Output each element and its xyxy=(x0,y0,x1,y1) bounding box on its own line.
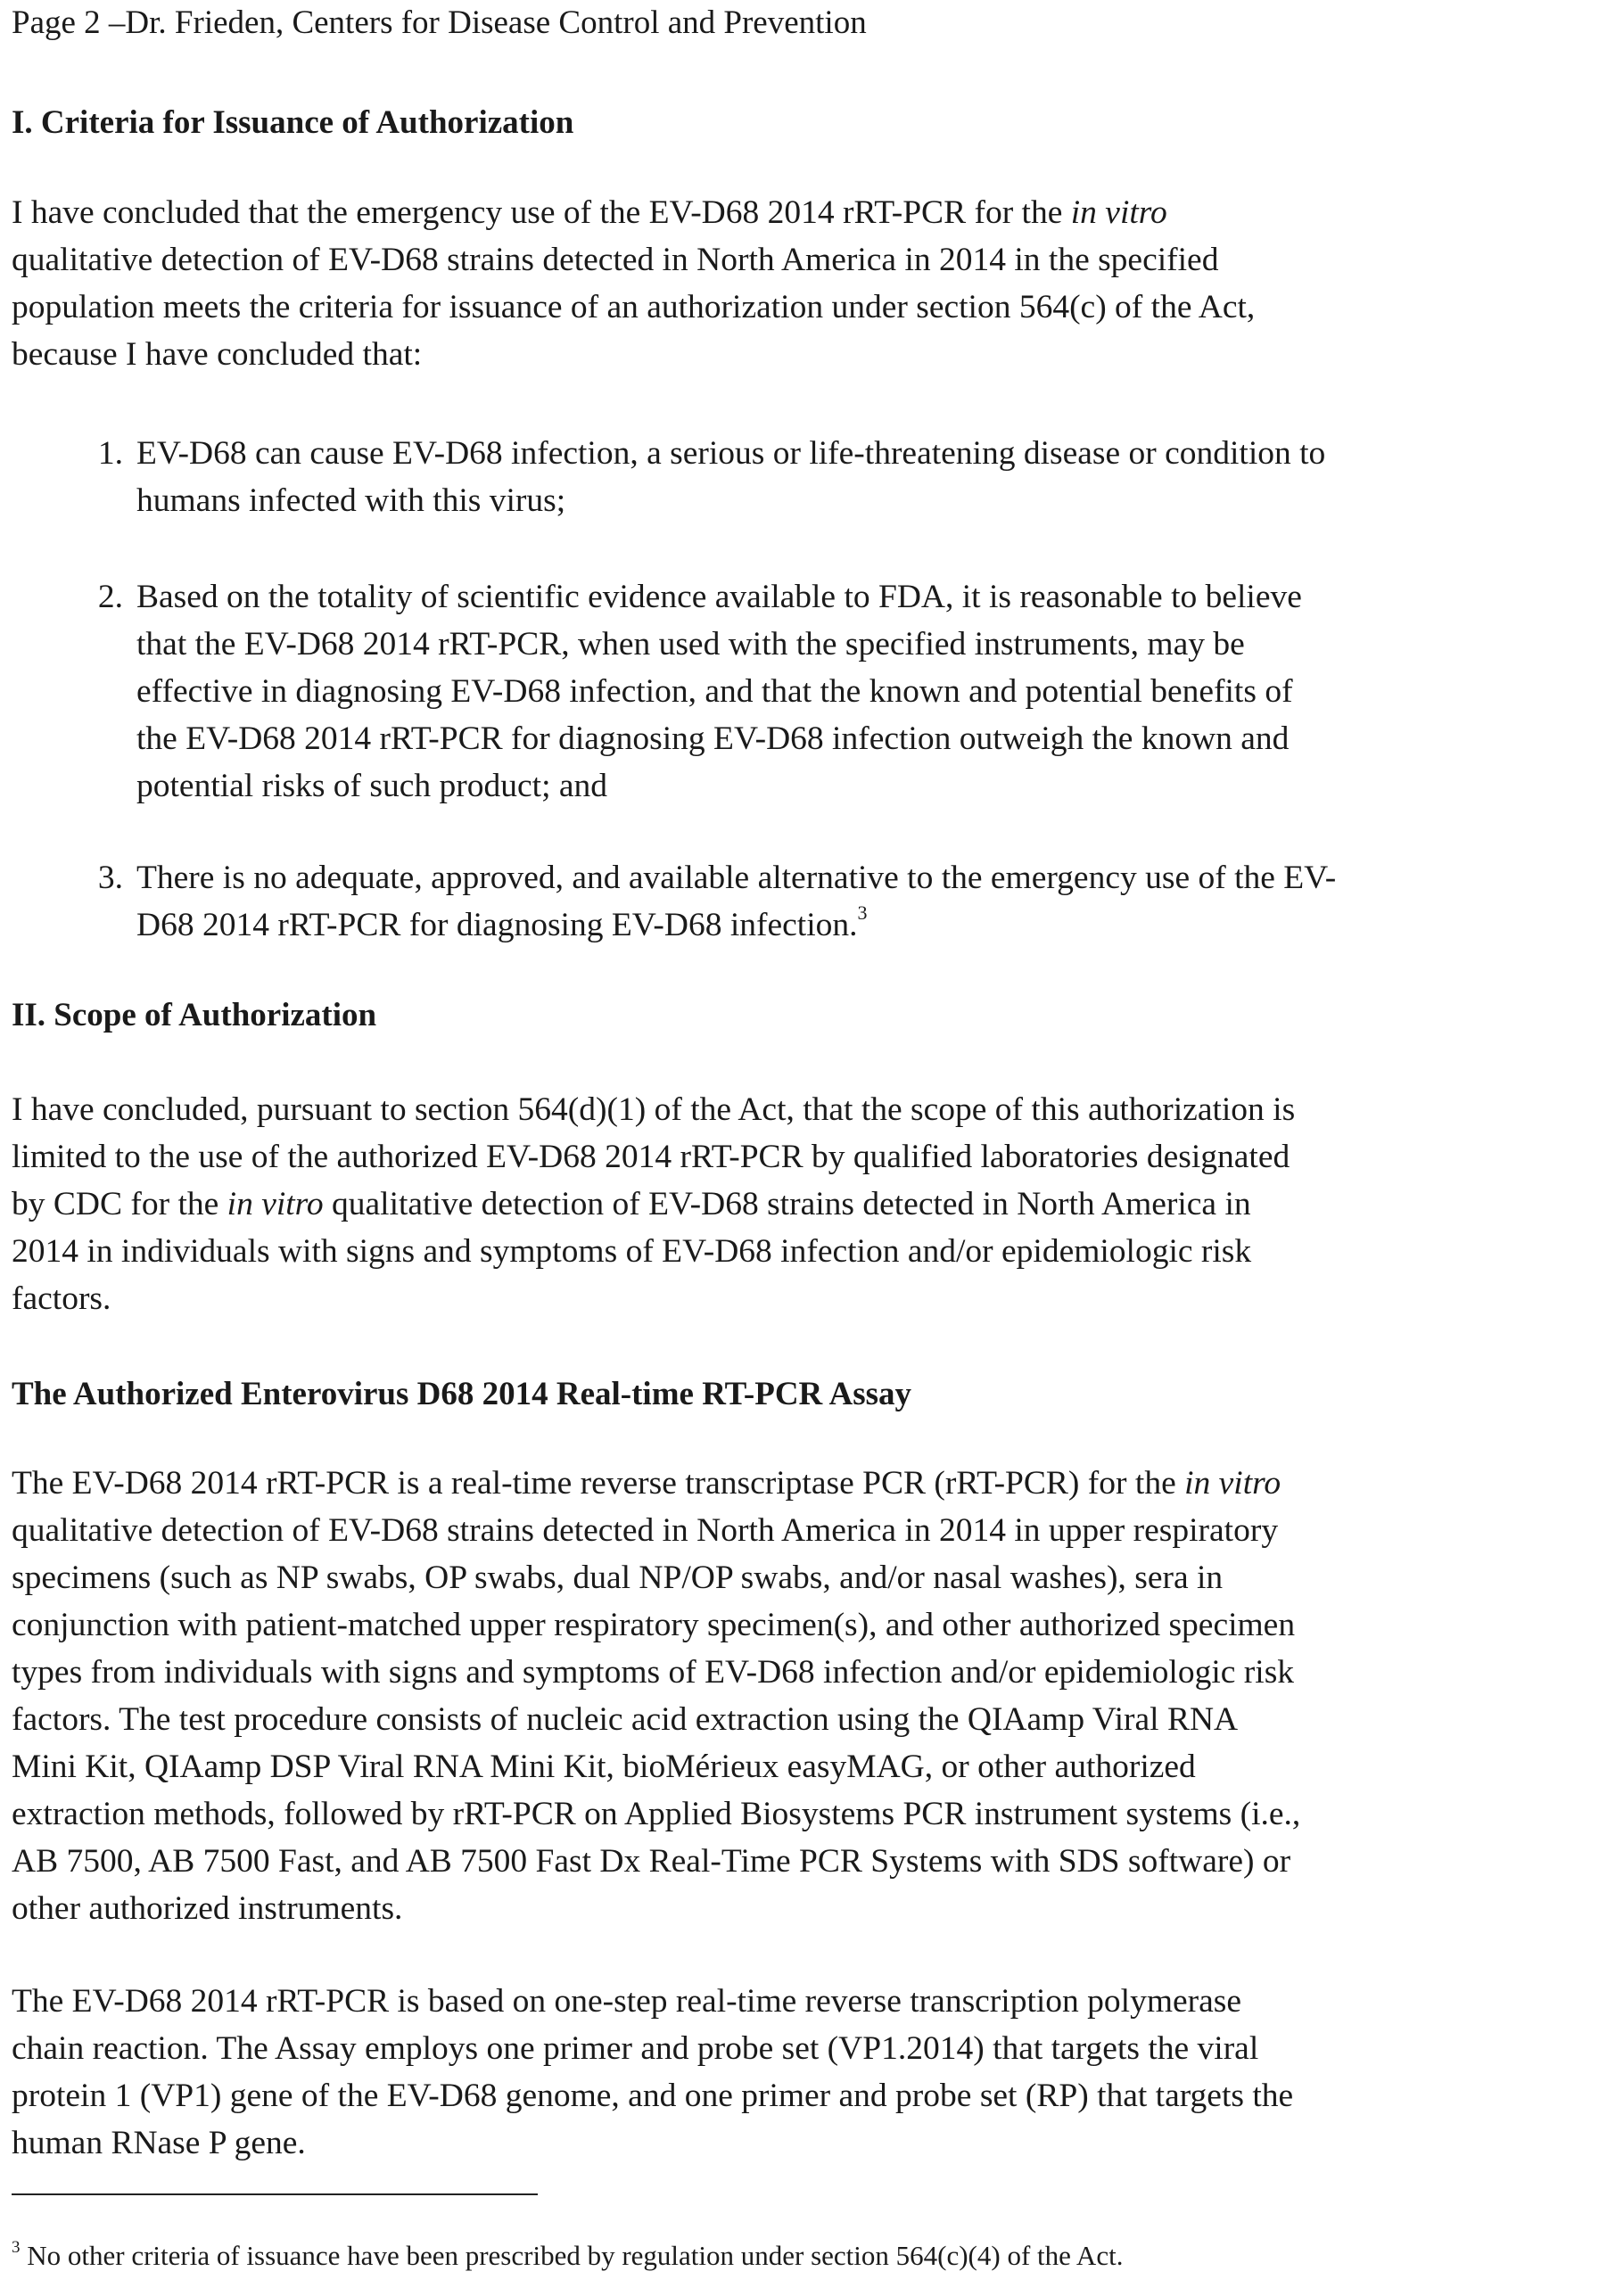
text-line: AB 7500, AB 7500 Fast, and AB 7500 Fast Dx Real-Time PCR Systems with SDS software) or xyxy=(12,1843,1291,1880)
text-line: D68 2014 rRT-PCR for diagnosing EV-D68 infection.$^3$ xyxy=(136,901,868,943)
text-line: factors. The test procedure consists of nucleic acid extraction using the QIAamp Viral RNA xyxy=(12,1701,1239,1738)
text-line: population meets the criteria for issuance of an authorization under section 564(c) of the Act, xyxy=(12,289,1256,325)
text-line: EV-D68 can cause EV-D68 infection, a serious or life-threatening disease or condition to xyxy=(136,435,1326,472)
text-line: because I have concluded that: xyxy=(12,336,423,373)
text-line: humans infected with this virus; xyxy=(136,482,566,519)
text-line: There is no adequate, approved, and available alternative to the emergency use of the EV- xyxy=(136,860,1337,896)
footnote-text: No other criteria of issuance have been prescribed by regulation under section 564(c)(4) of the Act. xyxy=(20,2240,1124,2271)
text-line: The EV-D68 2014 rRT-PCR is based on one-step real-time reverse transcription polymerase xyxy=(12,1983,1242,2020)
section-heading-scope: II. Scope of Authorization xyxy=(12,997,377,1033)
list-item-body xyxy=(136,430,1607,524)
footnote-ref: 3 xyxy=(857,901,868,924)
text-line: effective in diagnosing EV-D68 infection, and that the known and potential benefits of xyxy=(136,673,1293,710)
list-number: 2. xyxy=(97,579,123,615)
text-line: qualitative detection of EV-D68 strains detected in North America in 2014 in upper respiratory xyxy=(12,1512,1279,1549)
text-line: types from individuals with signs and symptoms of EV-D68 infection and/or epidemiologic risk xyxy=(12,1654,1295,1691)
text-line: 2014 in individuals with signs and symptoms of EV-D68 infection and/or epidemiologic risk xyxy=(12,1233,1252,1270)
text-line: qualitative detection of EV-D68 strains detected in North America in 2014 in the specified xyxy=(12,242,1219,278)
text-line: conjunction with patient-matched upper respiratory specimen(s), and other authorized specimen xyxy=(12,1607,1296,1643)
text-line: factors. xyxy=(12,1280,111,1317)
section-heading-criteria: I. Criteria for Issuance of Authorization xyxy=(12,104,574,141)
list-number: 3. xyxy=(97,860,123,896)
footnote xyxy=(12,2238,1123,2274)
text-line: the EV-D68 2014 rRT-PCR for diagnosing EV-D68 infection outweigh the known and xyxy=(136,720,1290,757)
criteria-intro-paragraph xyxy=(12,189,1599,378)
text-line: I have concluded that the emergency use of the EV-D68 2014 rRT-PCR for the in vitro xyxy=(12,194,1167,231)
scope-paragraph xyxy=(12,1086,1599,1322)
text-line: potential risks of such product; and xyxy=(136,768,608,804)
text-line: human RNase P gene. xyxy=(12,2125,306,2161)
text-line: specimens (such as NP swabs, OP swabs, dual NP/OP swabs, and/or nasal washes), sera in xyxy=(12,1559,1224,1596)
footnote-marker: 3 xyxy=(12,2238,21,2257)
text-line: chain reaction. The Assay employs one primer and probe set (VP1.2014) that targets the viral xyxy=(12,2030,1259,2067)
assay-paragraph-2 xyxy=(12,1978,1599,2167)
text-line: The EV-D68 2014 rRT-PCR is a real-time reverse transcriptase PCR (rRT-PCR) for the in vitro xyxy=(12,1465,1281,1502)
text-line: I have concluded, pursuant to section 564(d)(1) of the Act, that the scope of this authorization is xyxy=(12,1091,1296,1128)
text-line: extraction methods, followed by rRT-PCR on Applied Biosystems PCR instrument systems (i.e., xyxy=(12,1796,1301,1832)
running-head: Page 2 –Dr. Frieden, Centers for Disease Control and Prevention xyxy=(12,4,867,41)
text-line: protein 1 (VP1) gene of the EV-D68 genome, and one primer and probe set (RP) that targets the xyxy=(12,2078,1294,2114)
text-line: limited to the use of the authorized EV-D68 2014 rRT-PCR by qualified laboratories designated xyxy=(12,1139,1290,1175)
list-item-body xyxy=(136,854,1607,949)
section-heading-assay: The Authorized Enterovirus D68 2014 Real-time RT-PCR Assay xyxy=(12,1376,911,1412)
assay-paragraph-1 xyxy=(12,1460,1599,1932)
list-item-body xyxy=(136,573,1607,810)
text-line: other authorized instruments. xyxy=(12,1890,403,1927)
text-line: Based on the totality of scientific evidence available to FDA, it is reasonable to believe xyxy=(136,579,1302,615)
list-number: 1. xyxy=(97,435,123,472)
text-line: Mini Kit, QIAamp DSP Viral RNA Mini Kit, bioMérieux easyMAG, or other authorized xyxy=(12,1749,1196,1785)
text-line: by CDC for the in vitro qualitative detection of EV-D68 strains detected in North America in xyxy=(12,1186,1251,1222)
text-line: that the EV-D68 2014 rRT-PCR, when used with the specified instruments, may be xyxy=(136,626,1245,662)
footnote-divider xyxy=(12,2193,538,2195)
